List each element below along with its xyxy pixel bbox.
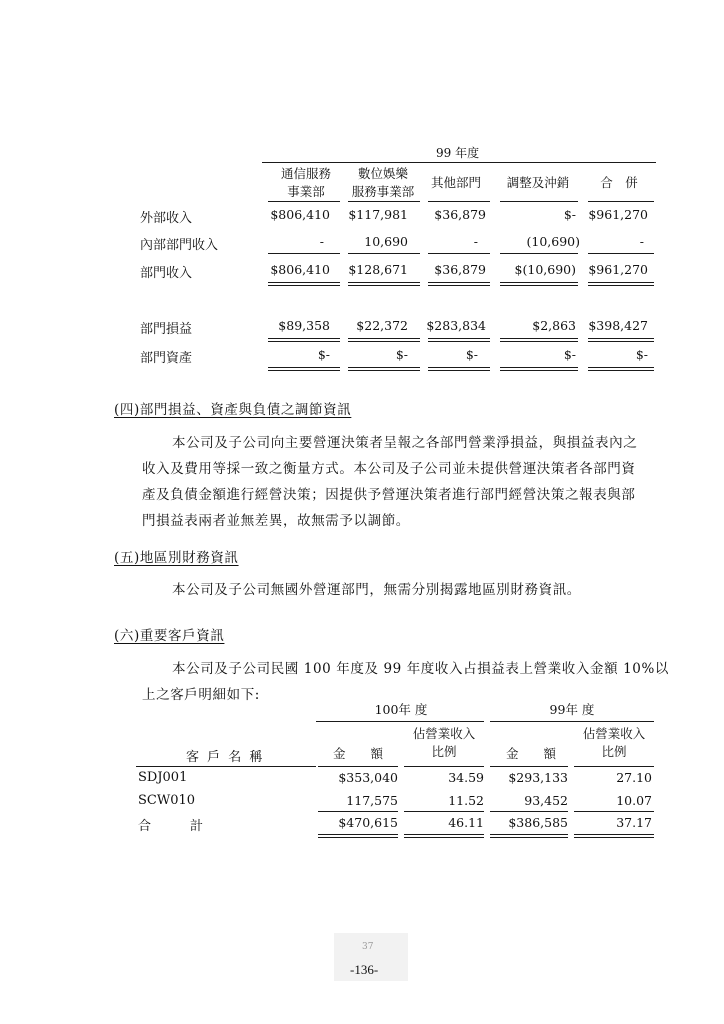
customer-cell: 10.07	[616, 793, 652, 808]
customer-amount-header-99: 金 額	[505, 746, 556, 761]
customer-total-double-rule	[404, 837, 484, 838]
page-number: -136-	[350, 962, 379, 977]
segment-cell: $117,981	[348, 207, 408, 222]
customer-cell: 11.52	[448, 793, 484, 808]
customer-cell: 34.59	[448, 770, 484, 785]
total-double-rule	[588, 338, 654, 339]
total-double-rule	[268, 285, 340, 286]
customer-header-rule	[136, 766, 316, 767]
customer-year-rule	[490, 721, 654, 722]
total-double-rule	[588, 341, 654, 342]
customer-subtotal-rule	[404, 811, 484, 812]
customer-row-name: SCW010	[138, 793, 196, 808]
customer-header-rule	[490, 766, 568, 767]
segment-cell: 10,690	[364, 234, 408, 249]
total-double-rule	[348, 341, 420, 342]
segment-header-telecom: 通信服務 事業部	[280, 166, 331, 199]
total-double-rule	[588, 285, 654, 286]
segment-cell: (10,690)	[526, 234, 580, 249]
segment-header-adjustment: 調整及沖銷	[506, 175, 570, 190]
total-double-rule	[348, 338, 420, 339]
segment-cell: $398,427	[588, 318, 648, 333]
segment-cell: $36,879	[434, 207, 486, 222]
customer-cell: $353,040	[338, 770, 398, 785]
section-6-heading: (六)重要客戶資訊	[114, 628, 225, 644]
customer-year-100-header: 100年 度	[374, 702, 428, 717]
customer-amount-header-100: 金 額	[332, 746, 383, 761]
section-5-paragraph-line: 本公司及子公司無國外營運部門，無需分別揭露地區別財務資訊。	[172, 582, 581, 598]
footer-stamp-number: 37	[362, 942, 374, 952]
segment-cell: $283,834	[426, 318, 486, 333]
customer-total-double-rule	[404, 834, 484, 835]
segment-header-rule-4	[500, 201, 578, 202]
total-double-rule	[268, 282, 340, 283]
total-double-rule	[588, 370, 654, 371]
segment-cell: $2,863	[532, 318, 576, 333]
segment-cell: $-	[465, 347, 478, 362]
total-double-rule	[348, 282, 420, 283]
section-4-paragraph-line: 本公司及子公司向主要營運決策者呈報之各部門營業淨損益，與損益表內之	[172, 435, 638, 451]
section-4-paragraph-line: 門損益表兩者並無差異，故無需予以調節。	[142, 513, 410, 529]
segment-cell: $806,410	[270, 262, 330, 277]
total-double-rule	[348, 370, 420, 371]
total-double-rule	[268, 367, 340, 368]
section-6-paragraph-line: 上之客戶明細如下:	[142, 687, 260, 703]
customer-row-name: SDJ001	[138, 770, 188, 785]
segment-cell: -	[473, 234, 478, 249]
segment-row-label: 部門收入	[140, 266, 193, 281]
total-double-rule	[428, 282, 490, 283]
segment-cell: $-	[317, 347, 330, 362]
customer-cell: 46.11	[448, 815, 484, 830]
customer-subtotal-rule	[318, 811, 398, 812]
segment-cell: $-	[563, 347, 576, 362]
customer-total-double-rule	[574, 837, 654, 838]
total-double-rule	[268, 370, 340, 371]
total-double-rule	[588, 282, 654, 283]
segment-cell: $22,372	[356, 318, 408, 333]
segment-header-digital: 數位娛樂 服務事業部	[351, 166, 415, 199]
segment-header-rule-3	[428, 201, 490, 202]
customer-total-double-rule	[318, 834, 398, 835]
segment-cell: -	[319, 234, 324, 249]
customer-cell: $386,585	[508, 815, 568, 830]
segment-cell: $961,270	[588, 262, 648, 277]
total-double-rule	[500, 367, 578, 368]
total-double-rule	[428, 338, 490, 339]
segment-cell: $-	[563, 207, 576, 222]
segment-row-label: 外部收入	[140, 211, 193, 226]
customer-year-99-header: 99年 度	[549, 702, 595, 717]
customer-total-double-rule	[574, 834, 654, 835]
customer-total-double-rule	[490, 834, 568, 835]
segment-header-top-rule	[262, 162, 656, 163]
subtotal-rule	[588, 253, 654, 254]
segment-cell: $961,270	[588, 207, 648, 222]
customer-cell: $470,615	[338, 815, 398, 830]
customer-total-double-rule	[490, 837, 568, 838]
segment-cell: $36,879	[434, 262, 486, 277]
customer-year-rule	[316, 721, 484, 722]
segment-cell: $806,410	[270, 207, 330, 222]
segment-year-title: 99 年度	[436, 146, 480, 160]
segment-row-label: 部門資產	[140, 351, 193, 366]
total-double-rule	[500, 370, 578, 371]
subtotal-rule	[500, 253, 578, 254]
customer-subtotal-rule	[574, 811, 654, 812]
segment-header-rule-1	[268, 201, 340, 202]
segment-header-rule-2	[348, 201, 420, 202]
section-5-heading: (五)地區別財務資訊	[114, 550, 239, 566]
subtotal-rule	[348, 253, 420, 254]
segment-cell: $-	[635, 347, 648, 362]
total-double-rule	[500, 341, 578, 342]
segment-cell: -	[639, 234, 644, 249]
segment-cell: $128,671	[348, 262, 408, 277]
segment-cell: $-	[395, 347, 408, 362]
customer-cell: 117,575	[346, 793, 398, 808]
customer-ratio-header-99: 佔營業收入 比例	[582, 726, 646, 759]
total-double-rule	[348, 285, 420, 286]
segment-cell: $89,358	[278, 318, 330, 333]
customer-name-header: 客 戶 名 稱	[186, 750, 265, 765]
customer-ratio-header-100: 佔營業收入 比例	[412, 726, 476, 759]
total-double-rule	[428, 370, 490, 371]
customer-total-label: 合 計	[138, 819, 204, 834]
total-double-rule	[500, 338, 578, 339]
total-double-rule	[428, 341, 490, 342]
total-double-rule	[500, 282, 578, 283]
total-double-rule	[588, 367, 654, 368]
section-4-paragraph-line: 產及負債金額進行經營決策；因提供予營運決策者進行部門經營決策之報表與部	[142, 487, 636, 503]
section-4-heading: (四)部門損益、資產與負債之調節資訊	[114, 402, 352, 418]
customer-header-rule	[404, 766, 484, 767]
customer-header-rule	[318, 766, 398, 767]
customer-subtotal-rule	[490, 811, 568, 812]
total-double-rule	[428, 367, 490, 368]
segment-cell: $(10,690)	[514, 262, 576, 277]
segment-row-label: 內部部門收入	[140, 238, 219, 253]
customer-total-double-rule	[318, 837, 398, 838]
total-double-rule	[500, 285, 578, 286]
segment-row-label: 部門損益	[140, 322, 193, 337]
total-double-rule	[268, 341, 340, 342]
customer-header-rule	[574, 766, 654, 767]
subtotal-rule	[268, 253, 340, 254]
customer-cell: 93,452	[524, 793, 568, 808]
customer-cell: $293,133	[508, 770, 568, 785]
total-double-rule	[428, 285, 490, 286]
total-double-rule	[268, 338, 340, 339]
section-6-paragraph-line: 本公司及子公司民國 100 年度及 99 年度收入占損益表上營業收入金額 10%以	[172, 661, 670, 677]
total-double-rule	[348, 367, 420, 368]
customer-cell: 37.17	[616, 815, 652, 830]
segment-header-other: 其他部門	[430, 175, 481, 190]
segment-header-rule-5	[588, 201, 654, 202]
segment-header-consolidated: 合 併	[600, 175, 638, 190]
section-4-paragraph-line: 收入及費用等採一致之衡量方式。本公司及子公司並未提供營運決策者各部門資	[142, 461, 636, 477]
customer-cell: 27.10	[616, 770, 652, 785]
subtotal-rule	[428, 253, 490, 254]
